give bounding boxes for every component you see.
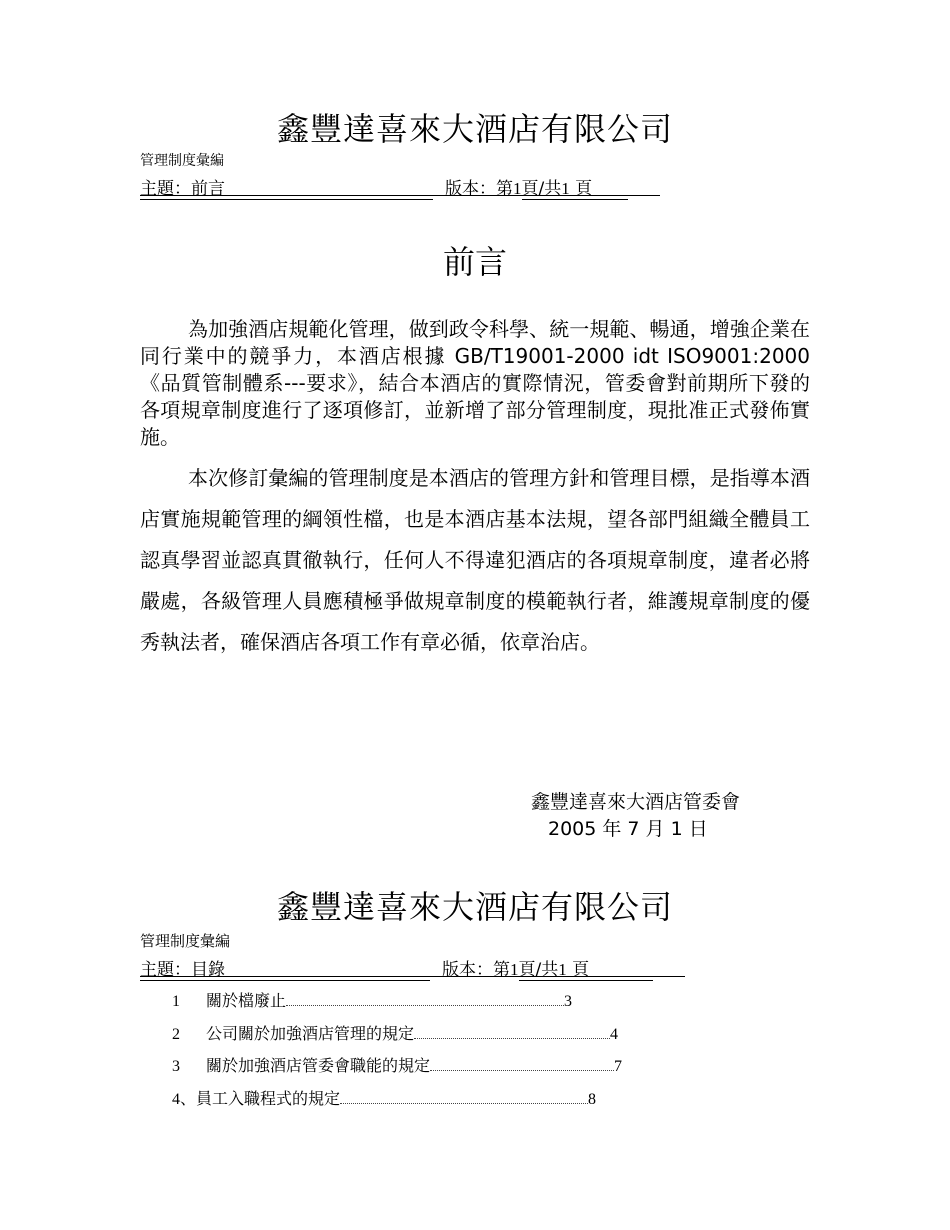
subject-field-2: 主題：目錄 xyxy=(140,955,430,981)
preface-paragraph-1: 為加強酒店規範化管理，做到政令科學、統一規範、暢通，增強企業在同行業中的競爭力，本酒店根據 GB/T19001-2000 idt ISO9001:2000《品質管制體系---要求》，結合本酒店的實際情況，管委會對前期所下發的各項規章制度進行了逐項修訂，並新增了部分管理制度，現批准正式發佈實施。 xyxy=(140,317,810,449)
toc-item[interactable]: 3 關於加強酒店管委會職能的規定 7 xyxy=(172,1056,623,1075)
subject-field: 主題：前言 xyxy=(140,174,433,200)
company-title: 鑫豐達喜來大酒店有限公司 xyxy=(276,110,673,148)
toc-item[interactable]: 1 關於檔廢止 3 xyxy=(172,991,573,1010)
toc-item[interactable]: 2 公司關於加強酒店管理的規定 4 xyxy=(172,1024,619,1043)
version-field: 版本：第1頁/共1 頁 xyxy=(445,174,628,199)
signature: 鑫豐達喜來大酒店管委會 xyxy=(531,791,741,813)
company-title-2: 鑫豐達喜來大酒店有限公司 xyxy=(276,888,673,926)
section-heading: 前言 xyxy=(442,243,507,281)
version-field-2: 版本：第1頁/共1 頁 xyxy=(442,955,653,980)
header-rule xyxy=(140,195,660,196)
date: 2005 年 7 月 1 日 xyxy=(548,818,708,840)
header-row-2 xyxy=(140,955,685,980)
series-label-2: 管理制度彙編 xyxy=(140,932,231,950)
preface-paragraph-2: 本次修訂彙編的管理制度是本酒店的管理方針和管理目標，是指導本酒店實施規範管理的綱領性檔，也是本酒店基本法規，望各部門組織全體員工認真學習並認真貫徹執行，任何人不得違犯酒店的各項規章制度，違者必將嚴處，各級管理人員應積極爭做規章制度的模範執行者，維護規章制度的優秀執法者，確保酒店各項工作有章必循，依章治店。 xyxy=(140,466,810,654)
header-row xyxy=(140,174,660,199)
header-rule-2 xyxy=(140,976,685,977)
series-label: 管理制度彙編 xyxy=(140,153,224,169)
toc-item[interactable]: 4、 員工入職程式的規定 8 xyxy=(172,1089,597,1108)
